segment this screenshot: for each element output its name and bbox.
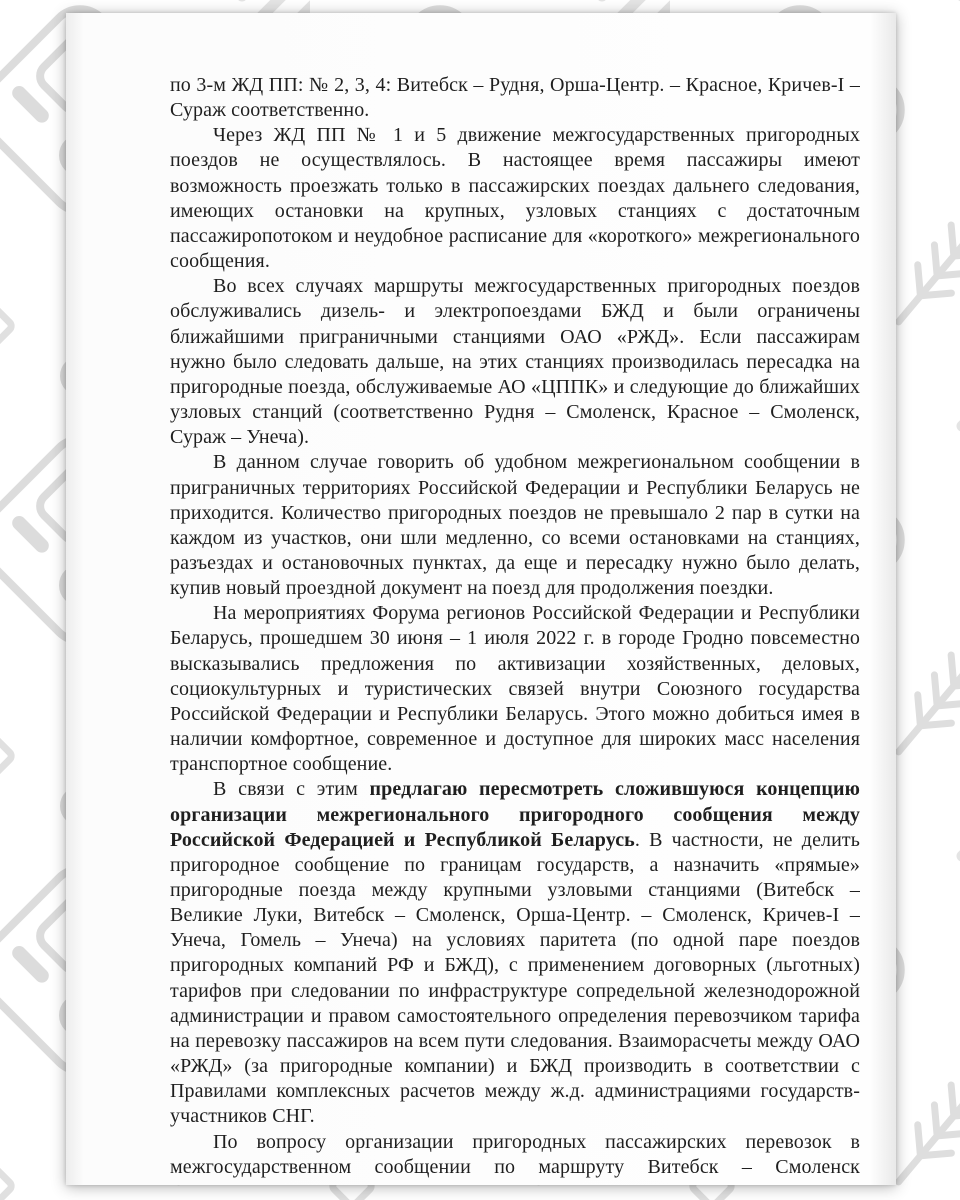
paragraph	[170, 1130, 860, 1180]
text-run: Во всех случаях маршруты межгосударственных пригородных поездов обслуживались дизель- и электропоездами БЖД и были ограничены ближайшими приграничными станциями ОАО «РЖД». Если пассажирам нужно было следовать дальше, на этих станциях производилась пересадка на пригородные поезда, обслуживаемые АО «ЦППК» и следующие до ближайших узловых станций (соответственно Рудня – Смоленск, Красное – Смоленск, Сураж – Унеча).	[170, 275, 860, 449]
paragraph	[170, 73, 860, 123]
paragraph	[170, 123, 860, 274]
document-page	[66, 13, 896, 1185]
text-run: по 3-м ЖД ПП: № 2, 3, 4: Витебск – Рудня, Орша-Центр. – Красное, Кричев-I – Сураж соответственно.	[170, 74, 860, 122]
document-body	[170, 73, 860, 1180]
paragraph	[170, 601, 860, 777]
text-run: В связи с этим	[213, 778, 370, 801]
paragraph	[170, 274, 860, 450]
paragraph	[170, 450, 860, 601]
paragraph	[170, 777, 860, 1129]
text-run: По вопросу организации пригородных пассажирских перевозок в межгосударственном сообщении по маршруту Витебск – Смоленск	[170, 1130, 860, 1178]
text-run: На мероприятиях Форума регионов Российской Федерации и Республики Беларусь, прошедшем 30 июня – 1 июля 2022 г. в городе Гродно повсеместно высказывались предложения по активизации хозяйственных, деловых, социокультурных и туристических связей внутри Союзного государства Российской Федерации и Республики Беларусь. Этого можно добиться имея в наличии комфортное, современное и доступное для широких масс населения транспортное сообщение.	[170, 602, 860, 776]
text-run: В данном случае говорить об удобном межрегиональном сообщении в приграничных территориях Российской Федерации и Республики Беларусь не приходится. Количество пригородных поездов не превышало 2 пар в сутки на каждом из участков, они шли медленно, со всеми остановками на станциях, разъездах и остановочных пунктах, да еще и пересадку нужно было делать, купив новый проездной документ на поезд для продолжения поездки.	[170, 451, 860, 600]
text-run: . В частности, не делить пригородное сообщение по границам государств, а назначить «прямые» пригородные поезда между крупными узловыми станциями (Витебск – Великие Луки, Витебск – Смоленск, Орша-Центр. – Смоленск, Кричев-I – Унеча, Гомель – Унеча) на условиях паритета (по одной паре поездов пригородных компаний РФ и БЖД), с применением договорных (льготных) тарифов при следовании по инфраструктуре сопредельной железнодорожной администрации и правом самостоятельного определения перевозчиком тарифа на перевозку пассажиров на всем пути следования. Взаиморасчеты между ОАО «РЖД» (за пригородные компании) и БЖД производить в соответствии с Правилами комплексных расчетов между ж.д. администрациями государств-участников СНГ.	[170, 828, 860, 1128]
bold-text-run: предлагаю пересмотреть сложившуюся концепцию организации межрегионального пригородного сообщения между Российской Федерацией и Республикой Беларусь	[170, 778, 861, 851]
text-run: Через ЖД ПП № 1 и 5 движение межгосударственных пригородных поездов не осуществлялось. В настоящее время пассажиры имеют возможность проезжать только в пассажирских поездах дальнего следования, имеющих остановки на крупных, узловых станциях с достаточным пассажиропотоком и неудобное расписание для «короткого» межрегионального сообщения.	[170, 124, 860, 273]
